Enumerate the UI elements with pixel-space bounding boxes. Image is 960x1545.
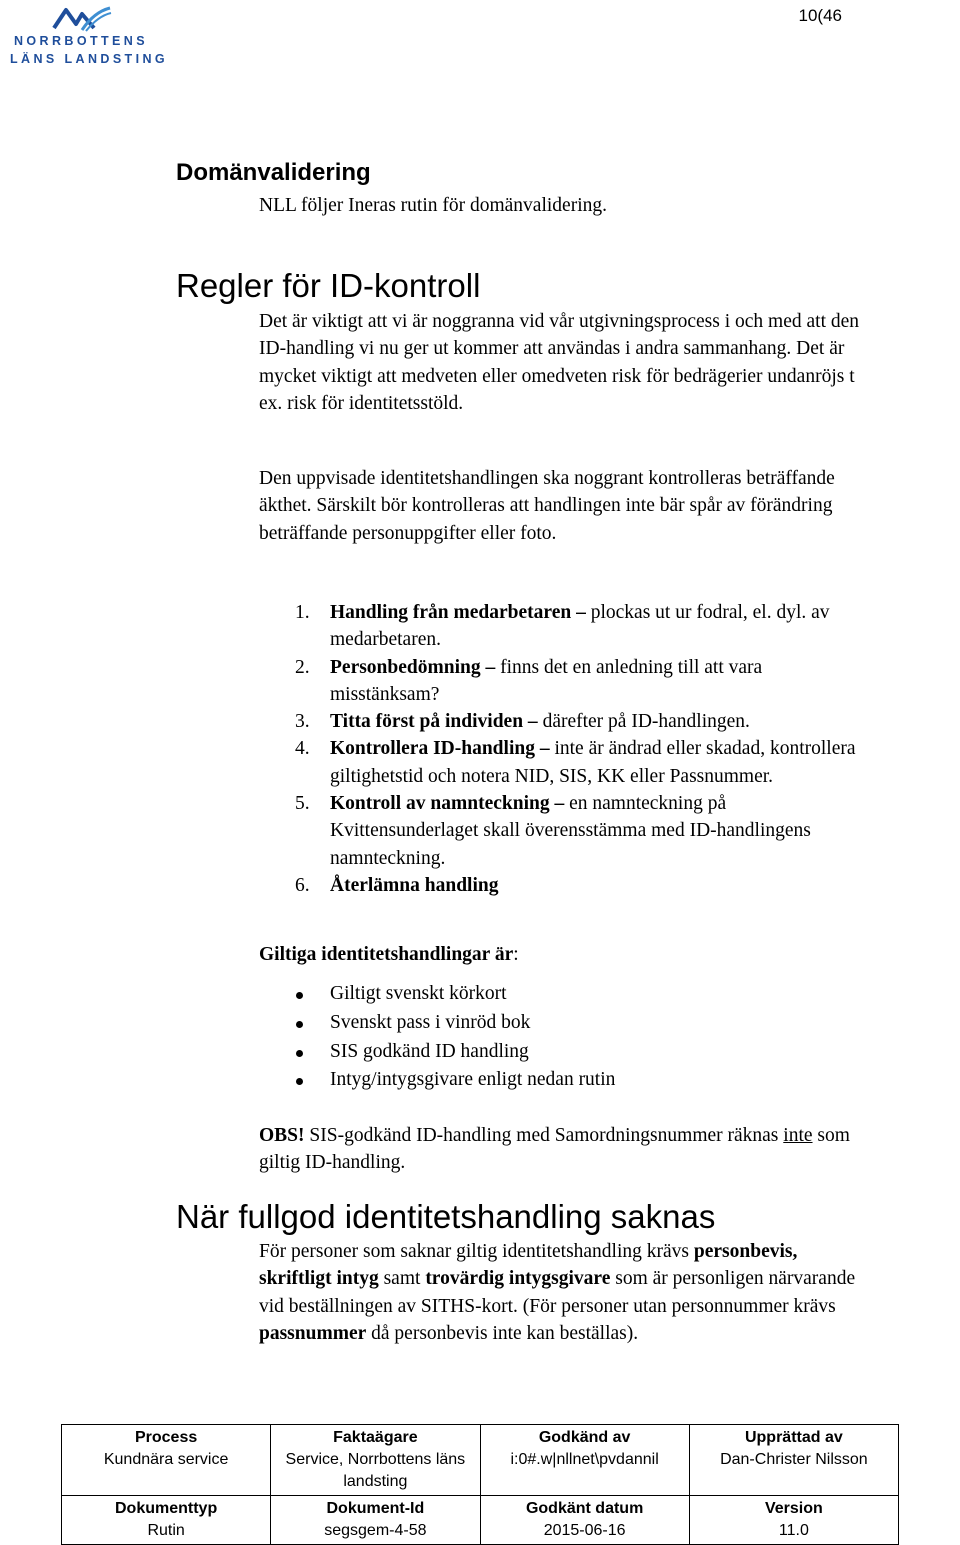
table-cell: Dokument-Id segsgem-4-58 [271, 1496, 480, 1545]
valid-documents-heading: Giltiga identitetshandlingar är: [259, 944, 519, 965]
valid-documents-list [259, 980, 859, 1095]
nll-logo [0, 4, 180, 68]
table-cell: Upprättad av Dan-Christer Nilsson [689, 1425, 898, 1496]
list-item: Giltigt svenskt körkort [259, 980, 859, 1009]
list-item: 5. Kontroll av namnteckning – en namnteckning på Kvittensunderlaget skall överensstämma med ID-handlingens namnteckning. [295, 793, 811, 869]
list-item: 3. Titta först på individen – därefter på ID-handlingen. [295, 711, 750, 733]
bullet-icon [296, 992, 303, 999]
bullet-icon [296, 1021, 303, 1028]
heading-id-rules: Regler för ID-kontroll [176, 267, 481, 304]
table-cell: Dokumenttyp Rutin [62, 1496, 271, 1545]
bullet-icon [296, 1050, 303, 1057]
id-rules-paragraph-1: Det är viktigt att vi är noggranna vid vår utgivningsprocess i och med att den ID-handling vi nu ger ut kommer att användas i andra sammanhang. Det är mycket viktigt att medveten eller omedveten risk för bedrägerier undanröjs t ex. risk för identitetsstöld. [259, 311, 860, 414]
table-cell: Godkänd av i:0#.w|nllnet\pvdannil [480, 1425, 689, 1496]
id-rules-paragraph-2: Den uppvisade identitetshandlingen ska noggrant kontrolleras beträffande äkthet. Särskilt bör kontrolleras att handlingen inte bär spår av förändring beträffande personuppgifter eller foto. [259, 468, 835, 544]
list-item: 2. Personbedömning – finns det en anledning till att vara misstänksam? [295, 656, 763, 705]
table-cell: Godkänt datum 2015-06-16 [480, 1496, 689, 1545]
list-item: SIS godkänd ID handling [259, 1038, 859, 1067]
list-item: 1. Handling från medarbetaren – plockas ut ur fodral, el. dyl. av medarbetaren. [295, 602, 830, 651]
table-cell: Faktaägare Service, Norrbottens läns landsting [271, 1425, 480, 1496]
table-cell: Process Kundnära service [62, 1425, 271, 1496]
list-item: Intyg/intygsgivare enligt nedan rutin [259, 1066, 859, 1095]
list-item: 4. Kontrollera ID-handling – inte är ändrad eller skadad, kontrollera giltighetstid och notera NID, SIS, KK eller Passnummer. [295, 738, 856, 787]
bullet-icon [296, 1078, 303, 1085]
obs-note: OBS! SIS-godkänd ID-handling med Samordningsnummer räknas inte som giltig ID-handling. [259, 1125, 850, 1174]
logo-text-line1: NORRBOTTENS [14, 34, 148, 48]
list-item: Svenskt pass i vinröd bok [259, 1009, 859, 1038]
table-row [62, 1496, 899, 1545]
heading-domain-validation: Domänvalidering [176, 159, 371, 186]
logo-mark-icon [52, 4, 112, 32]
domain-validation-text: NLL följer Ineras rutin för domänvalidering. [259, 195, 607, 216]
missing-id-paragraph: För personer som saknar giltig identitetshandling krävs personbevis, skriftligt intyg samt trovärdig intygsgivare som är personligen närvarande vid beställningen av SITHS-kort. (För personer utan personnummer krävs passnummer då personbevis inte kan beställas). [259, 1241, 856, 1344]
document-metadata-table [61, 1424, 899, 1545]
id-check-steps [259, 599, 859, 899]
list-item: 6. Återlämna handling [295, 874, 499, 896]
table-row [62, 1425, 899, 1496]
logo-text-line2: LÄNS LANDSTING [10, 52, 169, 66]
heading-missing-id: När fullgod identitetshandling saknas [176, 1198, 716, 1235]
table-cell: Version 11.0 [689, 1496, 898, 1545]
page-number: 10(46 [798, 6, 842, 25]
